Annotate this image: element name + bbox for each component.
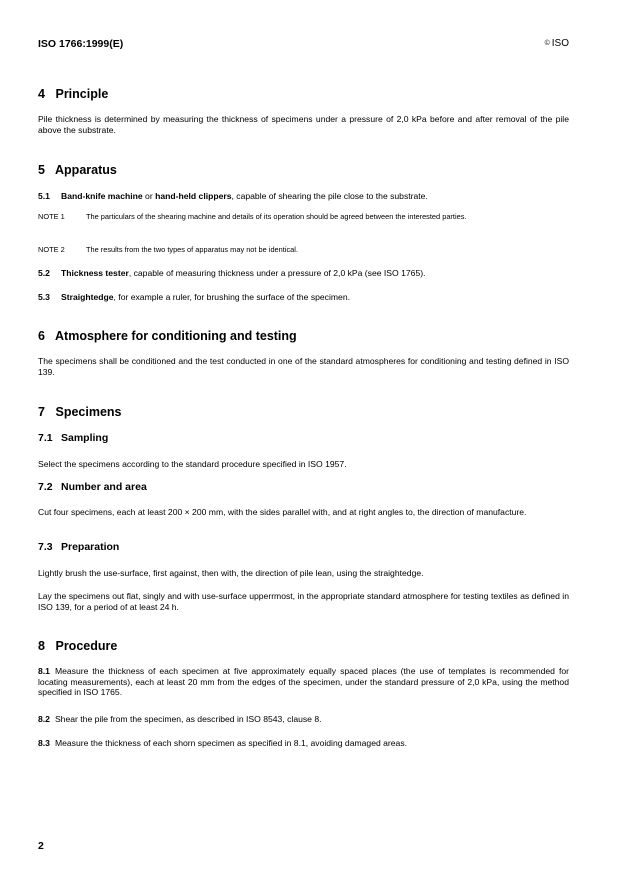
- copyright-notice: [545, 38, 569, 49]
- page-number: 2: [38, 840, 44, 852]
- heading-specimens: 7 Specimens: [38, 405, 122, 419]
- clause-5-1: 5.1 Band-knife machine or hand-held clippers, capable of shearing the pile close to the substrate.: [38, 191, 428, 201]
- heading-preparation: 7.3 Preparation: [38, 541, 120, 553]
- clause-5-3: 5.3 Straightedge, for example a ruler, for brushing the surface of the specimen.: [38, 292, 350, 302]
- copyright-text: ISO: [551, 38, 569, 49]
- sampling-text: Select the specimens according to the standard procedure specified in ISO 1957.: [38, 459, 347, 469]
- note-2: NOTE 2 The results from the two types of apparatus may not be identical.: [38, 245, 298, 254]
- heading-principle: 4 Principle: [38, 87, 109, 101]
- preparation-text-1: Lightly brush the use-surface, first against, then with, the direction of pile lean, using the straightedge.: [38, 568, 424, 578]
- clause-5-2: 5.2 Thickness tester, capable of measuring thickness under a pressure of 2,0 kPa (see ISO 1765).: [38, 268, 426, 278]
- clause-8-2: 8.2 Shear the pile from the specimen, as described in ISO 8543, clause 8.: [38, 714, 322, 724]
- document-id: ISO 1766:1999(E): [38, 38, 124, 50]
- heading-sampling: 7.1 Sampling: [38, 432, 109, 444]
- note-1: NOTE 1 The particulars of the shearing machine and details of its operation should be agreed between the interested parties.: [38, 212, 467, 221]
- heading-number-area: 7.2 Number and area: [38, 481, 147, 493]
- number-area-text: Cut four specimens, each at least 200 × 200 mm, with the sides parallel with, and at right angles to, the direction of manufacture.: [38, 507, 527, 517]
- clause-8-3: 8.3 Measure the thickness of each shorn specimen as specified in 8.1, avoiding damaged areas.: [38, 738, 408, 748]
- principle-text: Pile thickness is determined by measuring the thickness of specimens under a pressure of 2,0 kPa before and after removal of the pile above the substrate.: [38, 114, 569, 135]
- copyright-symbol: ©: [544, 40, 550, 47]
- clause-8-1: 8.1 Measure the thickness of each specimen at five approximately equally spaced places (the use of templates is recommended for locating measurements), each at least 20 mm from the edges of the specimen, under the standard pressure of 2,0 kPa, using the method specified in ISO 1765.: [38, 666, 569, 697]
- preparation-text-2: Lay the specimens out flat, singly and with use-surface upperrmost, in the appropriate standard atmosphere for testing textiles as defined in ISO 139, for a period of at least 24 h.: [38, 591, 569, 612]
- heading-apparatus: 5 Apparatus: [38, 163, 117, 177]
- heading-procedure: 8 Procedure: [38, 639, 118, 653]
- atmosphere-text: The specimens shall be conditioned and the test conducted in one of the standard atmospheres for conditioning and testing defined in ISO 139.: [38, 356, 569, 377]
- heading-atmosphere: 6 Atmosphere for conditioning and testing: [38, 329, 297, 343]
